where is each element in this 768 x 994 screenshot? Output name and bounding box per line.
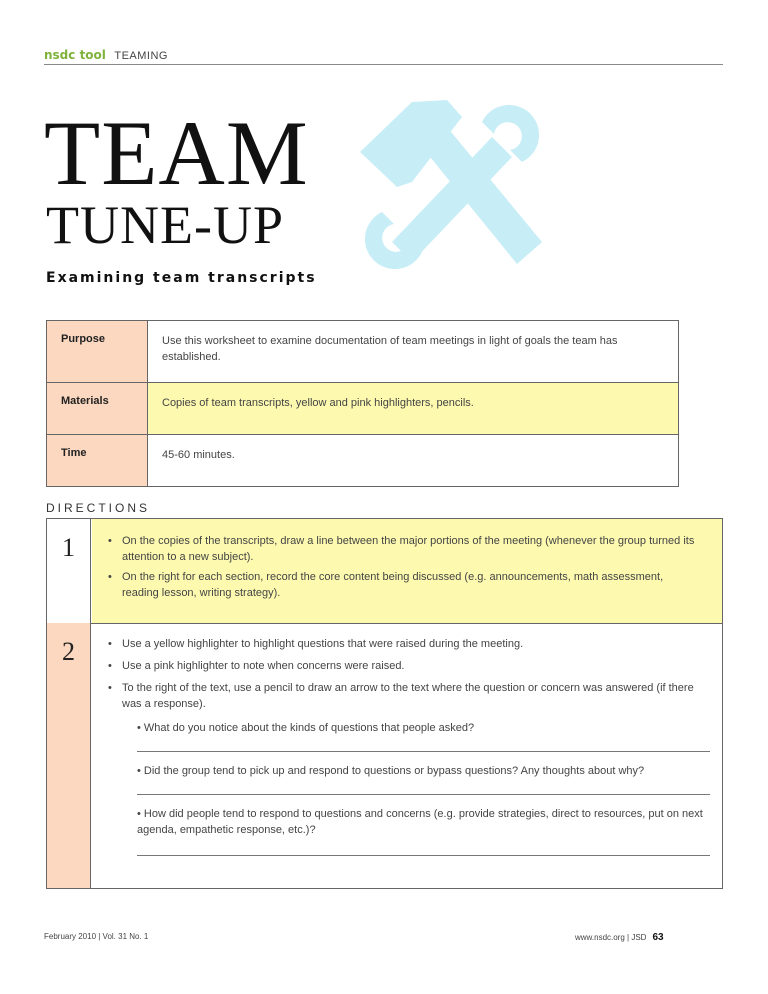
subtitle: Examining team transcripts [46, 270, 317, 286]
footer-url: www.nsdc.org | JSD [575, 933, 647, 942]
info-row-purpose [47, 321, 679, 383]
step-number: 2 [47, 623, 91, 888]
directions-box [46, 518, 723, 889]
reflection-question: • What do you notice about the kinds of questions that people asked? [137, 722, 475, 734]
info-label: Time [47, 435, 148, 487]
info-value: Copies of team transcripts, yellow and pink highlighters, pencils. [148, 383, 679, 435]
step-body [92, 519, 722, 623]
step-bullet: • Use a pink highlighter to note when concerns were raised. [92, 658, 722, 674]
reflection-question: • Did the group tend to pick up and respond to questions or bypass questions? Any thoughts about why? [137, 765, 645, 777]
hammer-wrench-icon [352, 92, 552, 292]
directions-heading: DIRECTIONS [46, 501, 151, 515]
answer-line[interactable] [137, 794, 710, 795]
step-body [92, 623, 722, 888]
page-number: 63 [652, 932, 664, 943]
title-line-1: TEAM [44, 102, 309, 204]
info-row-materials [47, 383, 679, 435]
info-table [46, 320, 679, 487]
info-label: Purpose [47, 321, 148, 383]
direction-step-2 [47, 623, 722, 888]
step-bullet: • On the right for each section, record the core content being discussed (e.g. announcements, math assessment, reading lesson, writing strategy). [92, 569, 722, 601]
footer-site [575, 932, 664, 943]
brand-label: nsdc tool [44, 48, 106, 62]
page-header [44, 46, 723, 65]
direction-step-1 [47, 519, 722, 624]
info-row-time [47, 435, 679, 487]
section-label: TEAMING [114, 50, 168, 62]
step-bullet: • On the copies of the transcripts, draw a line between the major portions of the meeting (whenever the group turned its attention to a new subject). [92, 533, 722, 565]
step-bullet: • To the right of the text, use a pencil to draw an arrow to the text where the question or concern was answered (if there was a response). [92, 680, 722, 712]
answer-line[interactable] [137, 855, 710, 856]
step-bullet: • Use a yellow highlighter to highlight questions that were raised during the meeting. [92, 636, 722, 652]
info-value: Use this worksheet to examine documentation of team meetings in light of goals the team has established. [148, 321, 679, 383]
step-number: 1 [47, 519, 91, 623]
reflection-question: • How did people tend to respond to questions and concerns (e.g. provide strategies, direct to resources, put on next agenda, empathetic response, etc.)? [137, 808, 703, 836]
footer-issue: February 2010 | Vol. 31 No. 1 [44, 932, 149, 941]
title-line-2: TUNE-UP [46, 195, 284, 255]
info-label: Materials [47, 383, 148, 435]
info-value: 45-60 minutes. [148, 435, 679, 487]
answer-line[interactable] [137, 751, 710, 752]
